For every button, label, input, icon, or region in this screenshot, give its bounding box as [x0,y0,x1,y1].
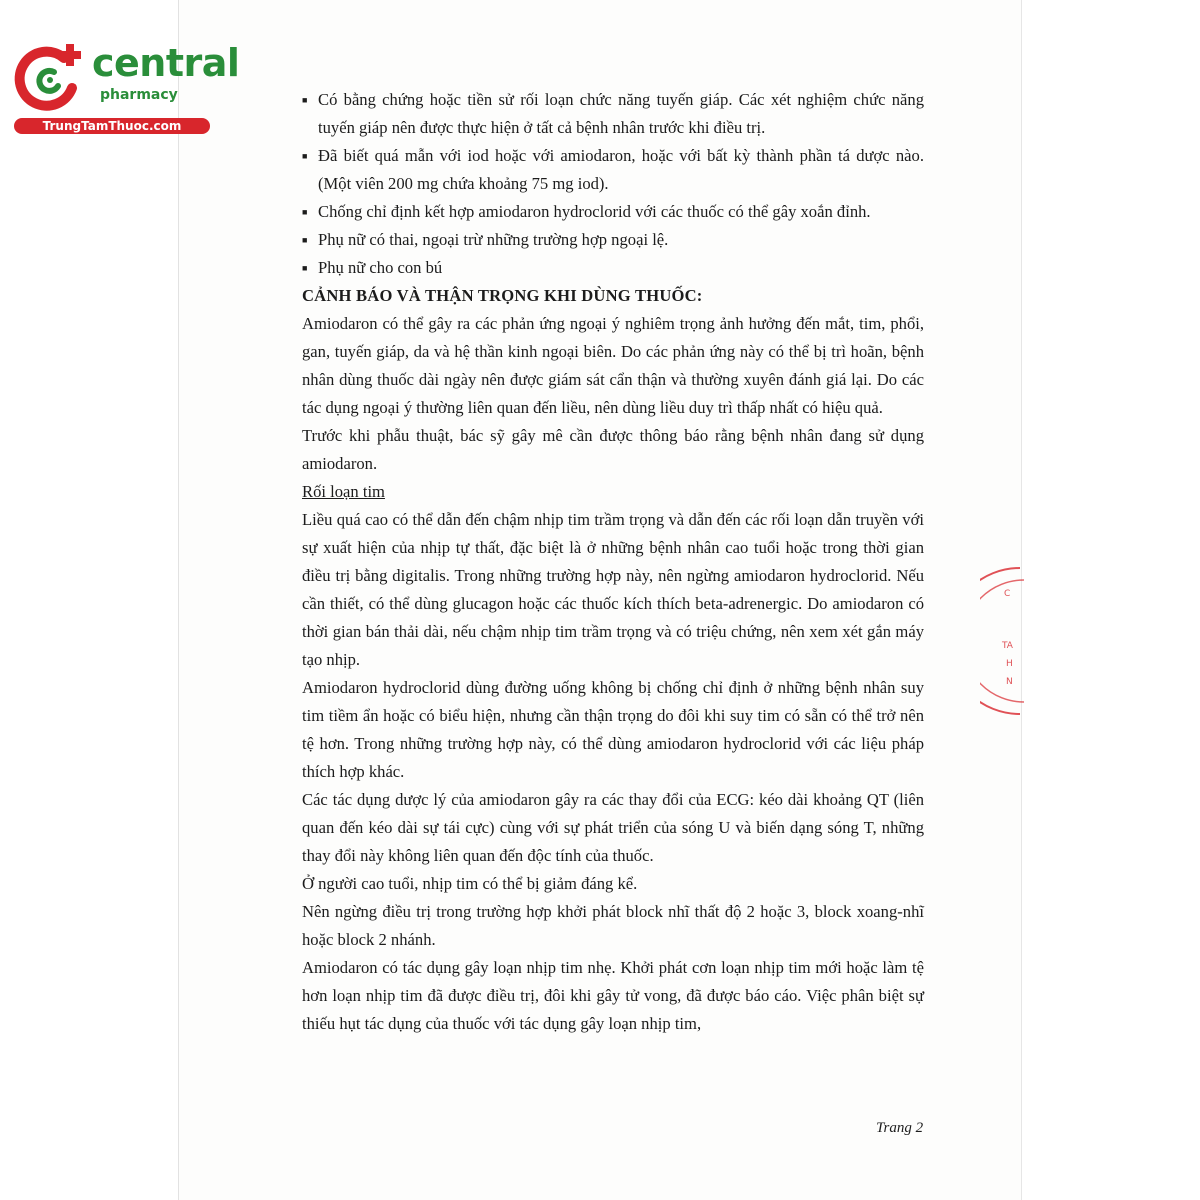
company-stamp [980,566,1024,716]
logo-url-badge: TrungTamThuoc.com [14,118,210,134]
cardiac-paragraph: Amiodaron hydroclorid dùng đường uống không bị chống chỉ định ở những bệnh nhân suy tim tiềm ẩn hoặc có biểu hiện, nhưng cần thận trọng do đôi khi suy tim có sẵn có thể trở nên tệ hơn. Trong những trường hợp này, có thể dùng amiodaron hydroclorid với các liệu pháp thích hợp khác. [302,678,924,781]
document-body [302,86,924,1038]
section-heading-warnings: CẢNH BÁO VÀ THẬN TRỌNG KHI DÙNG THUỐC: [302,286,703,305]
central-pharmacy-logo[interactable] [10,38,240,138]
contraindication-item: ■ Chống chỉ định kết hợp amiodaron hydroclorid với các thuốc có thể gây xoắn đỉnh. [302,198,924,226]
contraindication-item: ■ Phụ nữ cho con bú [302,254,924,282]
subheading-cardiac-disorders: Rối loạn tim [302,482,385,501]
cardiac-paragraph: Nên ngừng điều trị trong trường hợp khởi phát block nhĩ thất độ 2 hoặc 3, block xoang-nhĩ hoặc block 2 nhánh. [302,902,924,949]
warnings-paragraph: Trước khi phẫu thuật, bác sỹ gây mê cần được thông báo rằng bệnh nhân đang sử dụng amiodaron. [302,426,924,473]
contraindication-item: ■ Đã biết quá mẫn với iod hoặc với amiodaron, hoặc với bất kỳ thành phần tá dược nào. (Một viên 200 mg chứa khoảng 75 mg iod). [302,142,924,198]
cardiac-paragraph: Amiodaron có tác dụng gây loạn nhịp tim nhẹ. Khởi phát cơn loạn nhịp tim mới hoặc làm tệ hơn loạn nhịp tim đã được điều trị, đôi khi gây tử vong, đã được báo cáo. Việc phân biệt sự thiếu hụt tác dụng của thuốc với tác dụng gây loạn nhịp tim, [302,958,924,1033]
warnings-paragraph: Amiodaron có thể gây ra các phản ứng ngoại ý nghiêm trọng ảnh hưởng đến mắt, tim, phổi, gan, tuyến giáp, da và hệ thần kinh ngoại biên. Do các phản ứng này có thể bị trì hoãn, bệnh nhân dùng thuốc dài ngày nên được giám sát cẩn thận và thường xuyên đánh giá lại. Do các tác dụng ngoại ý thường liên quan đến liều, nên dùng liều duy trì thấp nhất có hiệu quả. [302,314,924,417]
svg-text:N: N [1006,677,1013,687]
contraindication-item: ■ Phụ nữ có thai, ngoại trừ những trường hợp ngoại lệ. [302,226,924,254]
logo-subtitle: pharmacy [100,87,178,103]
logo-brand-name: central [92,41,240,85]
contraindication-item: ■ Có bằng chứng hoặc tiền sử rối loạn chức năng tuyến giáp. Các xét nghiệm chức năng tuyến giáp nên được thực hiện ở tất cả bệnh nhân trước khi điều trị. [302,86,924,142]
svg-text:TA: TA [1002,641,1013,651]
pharmacy-cross-icon [12,40,88,116]
bullet-square-icon: ■ [302,235,308,245]
cardiac-paragraph: Ở người cao tuổi, nhịp tim có thể bị giảm đáng kể. [302,874,638,893]
page-number: Trang 2 [876,1120,924,1136]
bullet-square-icon: ■ [302,151,308,161]
bullet-square-icon: ■ [302,263,308,273]
cardiac-paragraph: Liều quá cao có thể dẫn đến chậm nhịp tim trầm trọng và dẫn đến các rối loạn dẫn truyền với sự xuất hiện của nhịp tự thất, đặc biệt là ở những bệnh nhân cao tuổi hoặc trong thời gian điều trị bằng digitalis. Trong những trường hợp này, nên ngừng amiodaron hydroclorid. Nếu cần thiết, có thể dùng glucagon hoặc các thuốc kích thích beta-adrenergic. Do amiodaron có thời gian bán thải dài, nếu chậm nhịp tim trầm trọng và có triệu chứng, nên xem xét gắn máy tạo nhịp. [302,510,924,669]
svg-text:H: H [1006,659,1013,669]
cardiac-paragraph: Các tác dụng dược lý của amiodaron gây ra các thay đổi của ECG: kéo dài khoảng QT (liên quan đến kéo dài sự tái cực) cùng với sự phát triển của sóng U và biến dạng sóng T, những thay đổi này không liên quan đến độc tính của thuốc. [302,790,924,865]
svg-text:C: C [1004,589,1011,599]
bullet-square-icon: ■ [302,95,308,105]
bullet-square-icon: ■ [302,207,308,217]
